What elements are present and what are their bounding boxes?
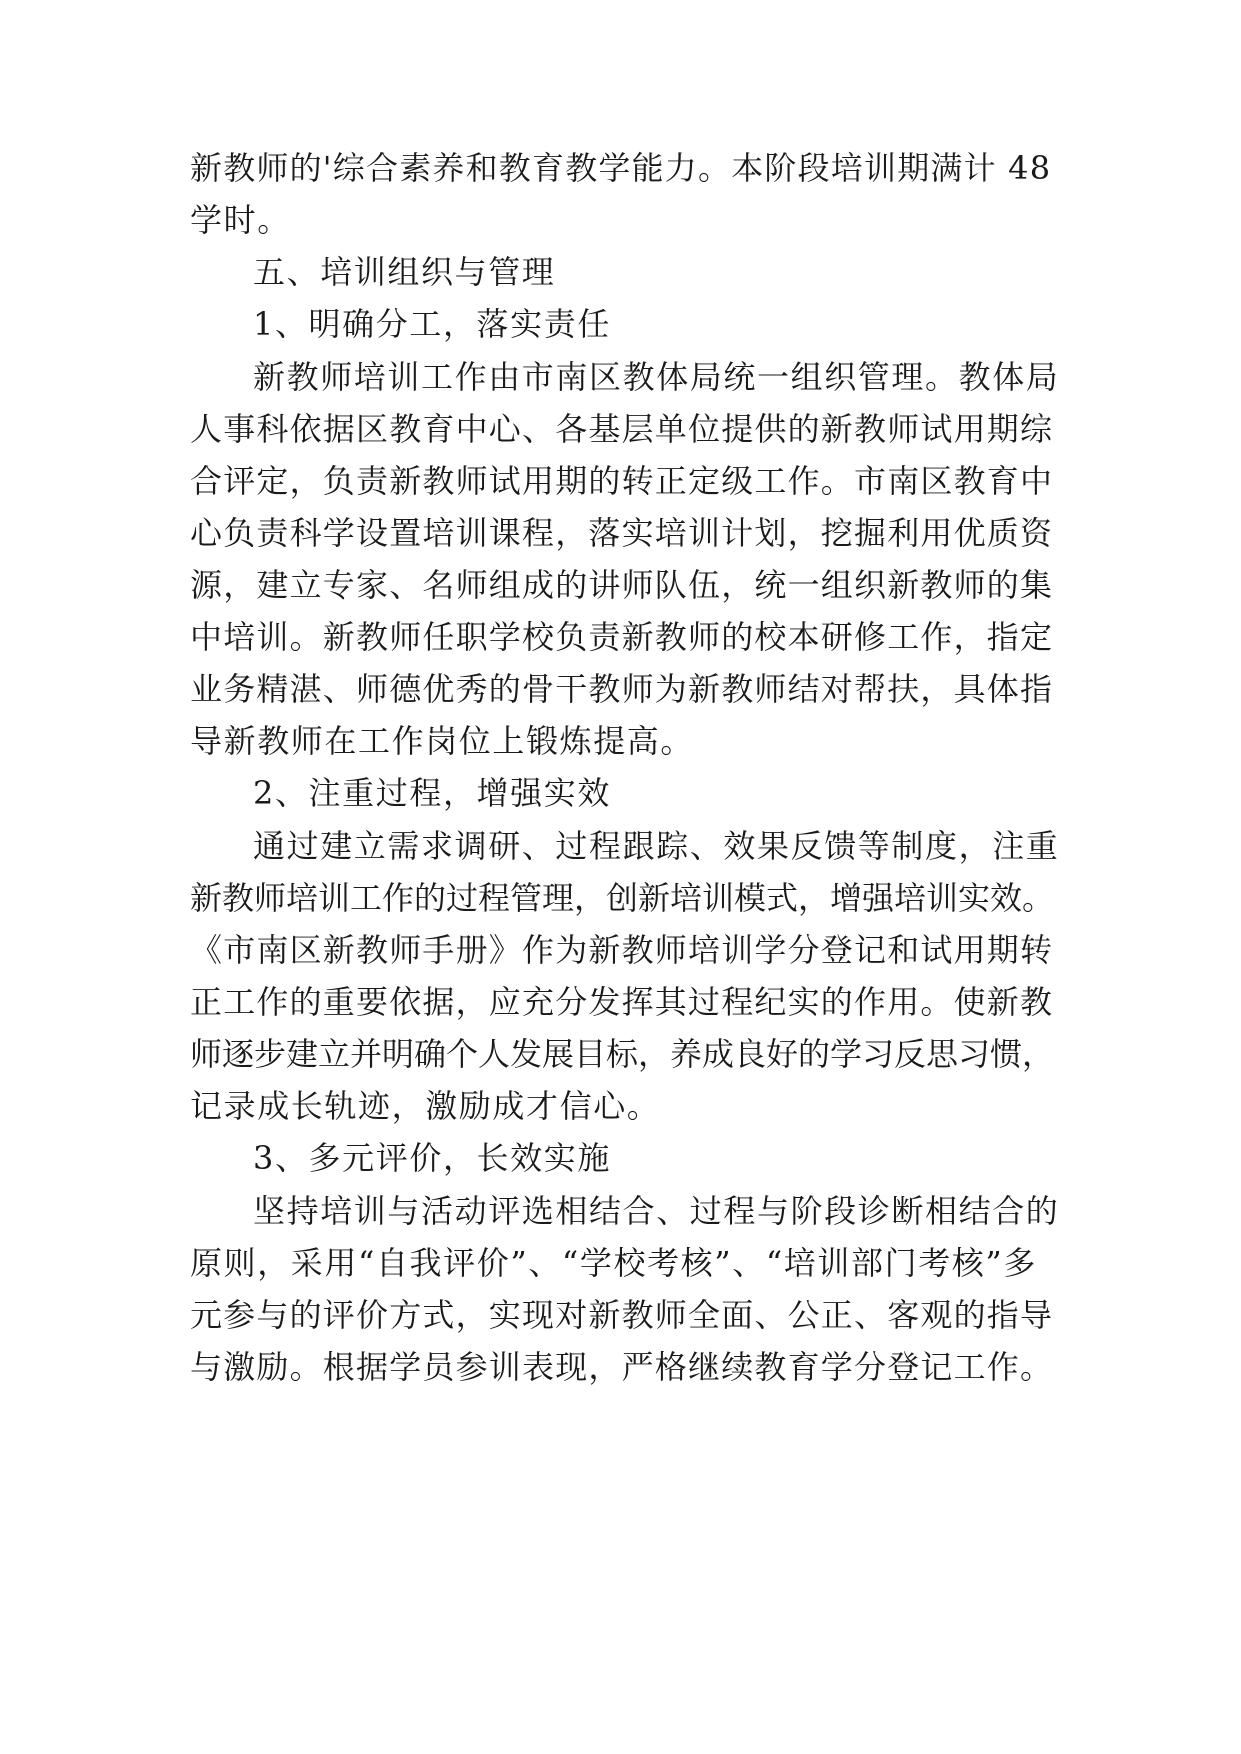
text-line-11: 业务精湛、师德优秀的骨干教师为新教师结对帮扶，具体指 (190, 670, 1054, 708)
text-line-8: 心负责科学设置培训课程，落实培训计划，挖掘利用优质资 (190, 514, 1054, 552)
text-line-23: 元参与的评价方式，实现对新教师全面、公正、客观的指导 (190, 1296, 1054, 1334)
text-line-15: 新教师培训工作的过程管理，创新培训模式，增强培训实效。 (190, 879, 1055, 917)
text-line-1: 新教师的'综合素养和教育教学能力。本阶段培训期满计 48 (190, 149, 1052, 187)
text-line-18: 师逐步建立并明确个人发展目标，养成良好的学习反思习惯， (190, 1035, 1055, 1073)
subheading-3: 3、多元评价，长效实施 (253, 1139, 611, 1177)
text-line-19: 记录成长轨迹，激励成才信心。 (190, 1087, 661, 1125)
section-heading-5: 五、培训组织与管理 (253, 253, 556, 291)
text-line-24: 与激励。根据学员参训表现，严格继续教育学分登记工作。 (190, 1348, 1054, 1386)
text-line-5: 新教师培训工作由市南区教体局统一组织管理。教体局 (253, 358, 1060, 396)
text-line-2: 学时。 (190, 201, 291, 239)
text-line-17: 正工作的重要依据，应充分发挥其过程纪实的作用。使新教 (190, 983, 1054, 1021)
subheading-1: 1、明确分工，落实责任 (253, 305, 611, 343)
text-line-14: 通过建立需求调研、过程跟踪、效果反馈等制度，注重 (253, 827, 1060, 865)
text-line-22: 原则，采用“自我评价”、“学校考核”、“培训部门考核”多 (190, 1244, 1037, 1282)
text-line-10: 中培训。新教师任职学校负责新教师的校本研修工作，指定 (190, 618, 1054, 656)
text-line-7: 合评定，负责新教师试用期的转正定级工作。市南区教育中 (190, 462, 1054, 500)
text-line-12: 导新教师在工作岗位上锻炼提高。 (190, 722, 695, 760)
subheading-2: 2、注重过程，增强实效 (253, 774, 611, 812)
text-line-21: 坚持培训与活动评选相结合、过程与阶段诊断相结合的 (253, 1192, 1060, 1230)
text-line-16: 《市南区新教师手册》作为新教师培训学分登记和试用期转 (190, 931, 1054, 969)
text-line-6: 人事科依据区教育中心、各基层单位提供的新教师试用期综 (190, 410, 1054, 448)
text-line-9: 源，建立专家、名师组成的讲师队伍，统一组织新教师的集 (190, 566, 1054, 604)
